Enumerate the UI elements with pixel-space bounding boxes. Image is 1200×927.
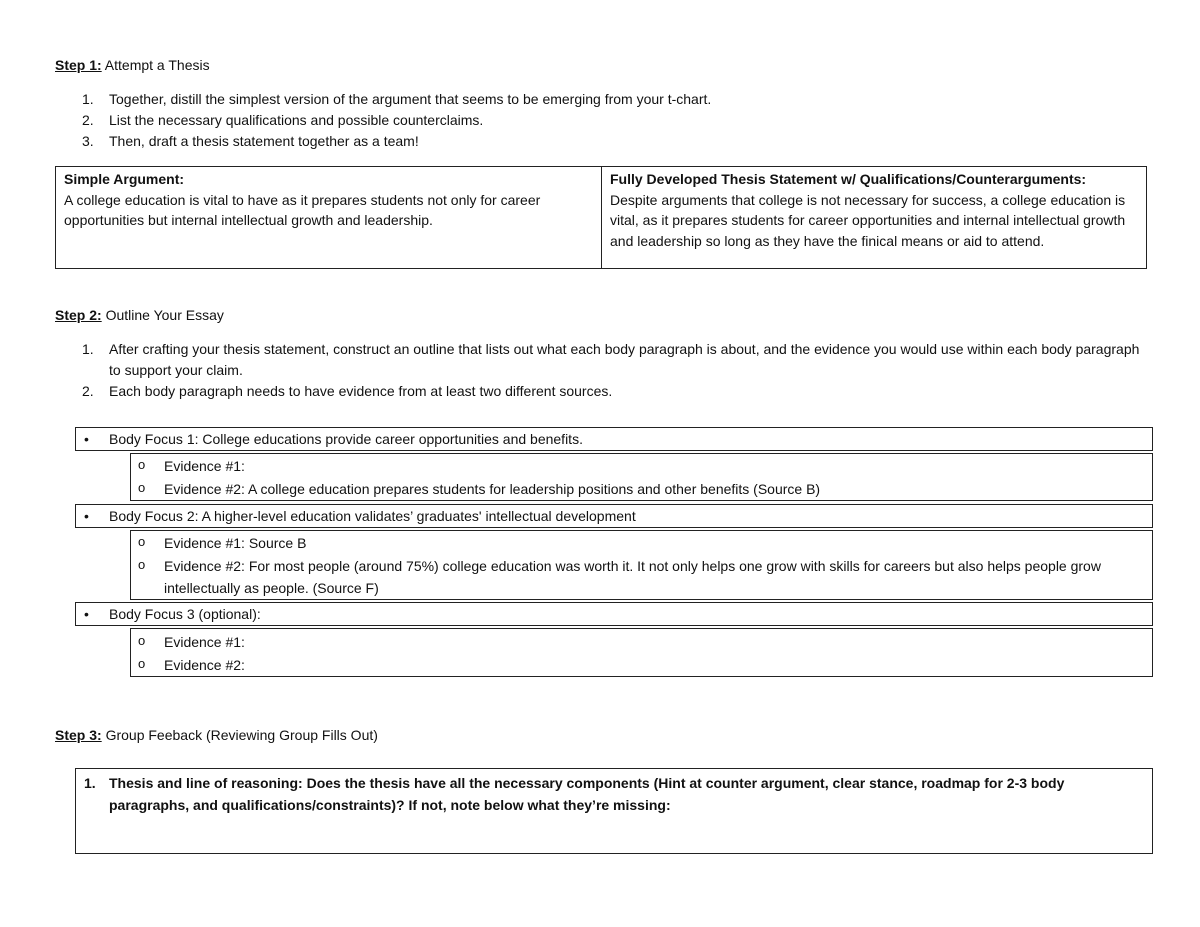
step3-title: Group Feeback (Reviewing Group Fills Out) xyxy=(101,727,378,743)
list-item: 1. Together, distill the simplest version of the argument that seems to be emerging from your t-chart. xyxy=(82,91,712,107)
evidence-1-text: Evidence #1: Source B xyxy=(164,535,307,551)
feedback-box[interactable] xyxy=(75,768,1153,854)
body-focus-1-row[interactable] xyxy=(75,427,1153,451)
body-focus-1-evidence[interactable] xyxy=(130,453,1153,501)
step1-list xyxy=(55,89,1145,152)
simple-argument-text: A college education is vital to have as it prepares students not only for career opportunities but internal intellectual growth and leadership. xyxy=(64,191,541,228)
bullet-icon: • xyxy=(84,508,89,524)
evidence-2-text: Evidence #2: For most people (around 75%) college education was worth it. It not only helps one grow with skills for careers but also helps people grow intellectually as people. (Source F) xyxy=(164,558,1101,596)
step2-list xyxy=(55,339,1145,402)
body-focus-3-evidence[interactable] xyxy=(130,628,1153,677)
body-focus-3-row[interactable] xyxy=(75,602,1153,626)
simple-argument-header: Simple Argument: xyxy=(64,171,185,187)
body-focus-2-evidence[interactable] xyxy=(130,530,1153,600)
step1-label: Step 1: xyxy=(55,57,102,73)
developed-thesis-text: Despite arguments that college is not necessary for success, a college education is vital, as it prepares students for career opportunities and internal intellectual growth and leadership so long as they have the finical means or aid to attend. xyxy=(610,191,1126,249)
step2-title: Outline Your Essay xyxy=(101,307,224,323)
thesis-table xyxy=(55,166,1147,269)
developed-thesis-cell[interactable] xyxy=(602,167,1147,269)
evidence-2-text: Evidence #2: xyxy=(164,657,245,673)
feedback-item-number: 1. xyxy=(84,775,96,791)
list-item: 2. List the necessary qualifications and possible counterclaims. xyxy=(82,112,484,128)
body-focus-3-text: Body Focus 3 (optional): xyxy=(109,606,261,622)
step2-label: Step 2: xyxy=(55,307,102,323)
sub-bullet-icon: o xyxy=(138,534,146,549)
body-focus-2-row[interactable] xyxy=(75,504,1153,528)
step1-title: Attempt a Thesis xyxy=(101,57,210,73)
bullet-icon: • xyxy=(84,431,89,447)
simple-argument-cell[interactable] xyxy=(56,167,602,269)
step1-heading xyxy=(55,57,210,73)
sub-bullet-icon: o xyxy=(138,633,146,648)
list-item: 3. Then, draft a thesis statement together as a team! xyxy=(82,133,419,149)
evidence-1-text: Evidence #1: xyxy=(164,634,245,650)
feedback-question: Thesis and line of reasoning: Does the thesis have all the necessary components (Hint at counter argument, clear stance, roadmap for 2-3 body paragraphs, and qualifications/constraints)? If not, note below what they’re missing: xyxy=(109,775,1065,813)
list-item: 1. After crafting your thesis statement, construct an outline that lists out what each body paragraph is about, and the evidence you would use within each body paragraph to support your claim. xyxy=(82,341,1140,378)
developed-thesis-header: Fully Developed Thesis Statement w/ Qualifications/Counterarguments: xyxy=(610,171,1087,187)
sub-bullet-icon: o xyxy=(138,557,146,572)
bullet-icon: • xyxy=(84,606,89,622)
sub-bullet-icon: o xyxy=(138,457,146,472)
step3-label: Step 3: xyxy=(55,727,102,743)
step2-heading xyxy=(55,307,224,323)
evidence-1-text: Evidence #1: xyxy=(164,458,245,474)
sub-bullet-icon: o xyxy=(138,480,146,495)
sub-bullet-icon: o xyxy=(138,656,146,671)
body-focus-1-text: Body Focus 1: College educations provide career opportunities and benefits. xyxy=(109,431,583,447)
body-focus-2-text: Body Focus 2: A higher-level education validates’ graduates' intellectual development xyxy=(109,508,636,524)
step3-heading xyxy=(55,727,378,743)
list-item: 2. Each body paragraph needs to have evidence from at least two different sources. xyxy=(82,383,613,399)
evidence-2-text: Evidence #2: A college education prepares students for leadership positions and other benefits (Source B) xyxy=(164,481,821,497)
